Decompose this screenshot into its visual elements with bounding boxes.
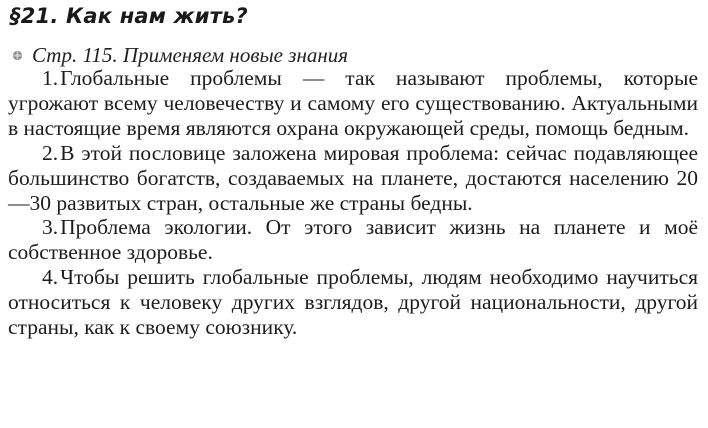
answer-paragraph <box>8 265 698 340</box>
page-title: §21. Как нам жить? <box>10 4 248 28</box>
answers-body <box>8 66 698 340</box>
answer-number: 4. <box>42 265 59 290</box>
answer-text: В этой пословице заложена мировая проблема: сейчас подавляющее большинство богатств, создаваемых на планете, достаются населению 20—30 развитых стран, остальные же страны бедны. <box>8 140 698 215</box>
section-subtitle: Стр. 115. Применяем новые знания <box>32 43 349 67</box>
answer-text: Чтобы решить глобальные проблемы, людям необходимо научиться относиться к человеку других взглядов, другой национальности, другой страны, как к своему союзнику. <box>8 265 698 340</box>
answer-text: Проблема экологии. От этого зависит жизнь на планете и моё собственное здоровье. <box>8 215 698 265</box>
answer-number: 1. <box>42 66 59 90</box>
answer-number: 3. <box>42 215 59 240</box>
section-heading <box>12 43 348 68</box>
answer-paragraph <box>8 141 698 216</box>
flower-bullet-icon <box>12 50 23 61</box>
answer-paragraph <box>8 66 698 141</box>
answer-number: 2. <box>42 140 59 165</box>
answer-paragraph <box>8 215 698 265</box>
answer-text: Глобальные проблемы — так называют проблемы, которые угрожают всему человечеству и самому его существованию. Актуальными в настоящие время являются охрана окружающей среды, помощь бедным. <box>8 66 698 140</box>
